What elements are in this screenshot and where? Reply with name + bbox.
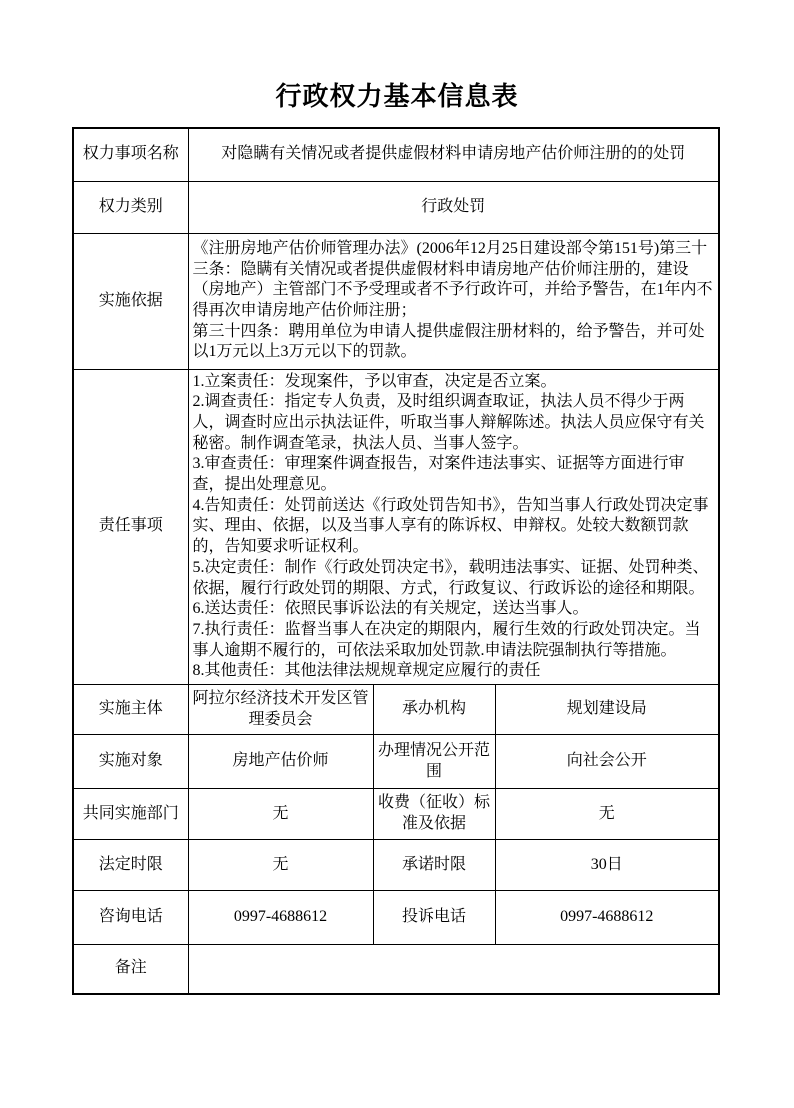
duty-item: 6.送达责任：依照民事诉讼法的有关规定，送达当事人。 xyxy=(192,600,589,618)
legal-basis-paragraph: 第三十四条：聘用单位为申请人提供虚假注册材料的，给予警告，并可处以1万元以上3万元以下的罚款。 xyxy=(192,322,705,361)
implementer-value: 阿拉尔经济技术开发区管理委员会 xyxy=(188,685,373,735)
legal-time-limit-value: 无 xyxy=(188,840,373,891)
duties-value xyxy=(188,369,719,685)
joint-department-value: 无 xyxy=(188,789,373,840)
row-power-type xyxy=(73,181,719,233)
power-name-label: 权力事项名称 xyxy=(73,128,188,181)
target-value: 房地产估价师 xyxy=(188,735,373,789)
duty-item: 4.告知责任：处罚前送达《行政处罚告知书》，告知当事人行政处罚决定事实、理由、依据，以及当事人享有的陈诉权、申辩权。处较大数额罚款的，告知要求听证权利。 xyxy=(192,496,709,556)
row-legal-time-limit xyxy=(73,840,719,891)
power-name-value: 对隐瞒有关情况或者提供虚假材料申请房地产估价师注册的的处罚 xyxy=(188,128,719,181)
legal-time-limit-label: 法定时限 xyxy=(73,840,188,891)
disclosure-scope-value: 向社会公开 xyxy=(495,735,719,789)
duty-item: 7.执行责任：监督当事人在决定的期限内，履行生效的行政处罚决定。当事人逾期不履行的，可依法采取加处罚款.申请法院强制执行等措施。 xyxy=(192,620,701,659)
row-implementer xyxy=(73,685,719,735)
complaint-phone-label: 投诉电话 xyxy=(373,891,495,945)
promised-time-limit-value: 30日 xyxy=(495,840,719,891)
fee-standard-value: 无 xyxy=(495,789,719,840)
row-joint-department xyxy=(73,789,719,840)
info-table xyxy=(72,127,720,995)
duty-item: 3.审查责任：审理案件调查报告，对案件违法事实、证据等方面进行审查，提出处理意见。 xyxy=(192,455,685,494)
undertaking-org-value: 规划建设局 xyxy=(495,685,719,735)
power-type-label: 权力类别 xyxy=(73,181,188,233)
legal-basis-label: 实施依据 xyxy=(73,233,188,369)
row-phones xyxy=(73,891,719,945)
consult-phone-label: 咨询电话 xyxy=(73,891,188,945)
consult-phone-value: 0997-4688612 xyxy=(188,891,373,945)
duty-item: 2.调查责任：指定专人负责，及时组织调查取证，执法人员不得少于两人，调查时应出示执法证件，听取当事人辩解陈述。执法人员应保守有关秘密。制作调查笔录，执法人员、当事人签字。 xyxy=(192,393,705,452)
implementer-label: 实施主体 xyxy=(73,685,188,735)
duty-item: 1.立案责任：发现案件，予以审查，决定是否立案。 xyxy=(192,372,557,390)
row-target xyxy=(73,735,719,789)
remark-value xyxy=(188,945,719,994)
fee-standard-label: 收费（征收）标准及依据 xyxy=(373,789,495,840)
undertaking-org-label: 承办机构 xyxy=(373,685,495,735)
row-remark xyxy=(73,945,719,994)
page-title: 行政权力基本信息表 xyxy=(275,82,519,111)
duty-item: 8.其他责任：其他法律法规规章规定应履行的责任 xyxy=(192,662,541,680)
remark-label: 备注 xyxy=(73,945,188,994)
joint-department-label: 共同实施部门 xyxy=(73,789,188,840)
row-duties xyxy=(73,369,719,685)
legal-basis-paragraph: 《注册房地产估价师管理办法》(2006年12月25日建设部令第151号)第三十三条：隐瞒有关情况或者提供虚假材料申请房地产估价师注册的，建设（房地产）主管部门不予受理或者不予行政许可，并给予警告，在1年内不得再次申请房地产估价师注册； xyxy=(192,239,713,319)
complaint-phone-value: 0997-4688612 xyxy=(495,891,719,945)
duties-label: 责任事项 xyxy=(73,369,188,685)
power-type-value: 行政处罚 xyxy=(188,181,719,233)
row-legal-basis xyxy=(73,233,719,369)
target-label: 实施对象 xyxy=(73,735,188,789)
promised-time-limit-label: 承诺时限 xyxy=(373,840,495,891)
duty-item: 5.决定责任：制作《行政处罚决定书》，载明违法事实、证据、处罚种类、依据，履行行政处罚的期限、方式，行政复议、行政诉讼的途径和期限。 xyxy=(192,558,709,597)
disclosure-scope-label: 办理情况公开范围 xyxy=(373,735,495,789)
row-power-name xyxy=(73,128,719,181)
legal-basis-value xyxy=(188,233,719,369)
